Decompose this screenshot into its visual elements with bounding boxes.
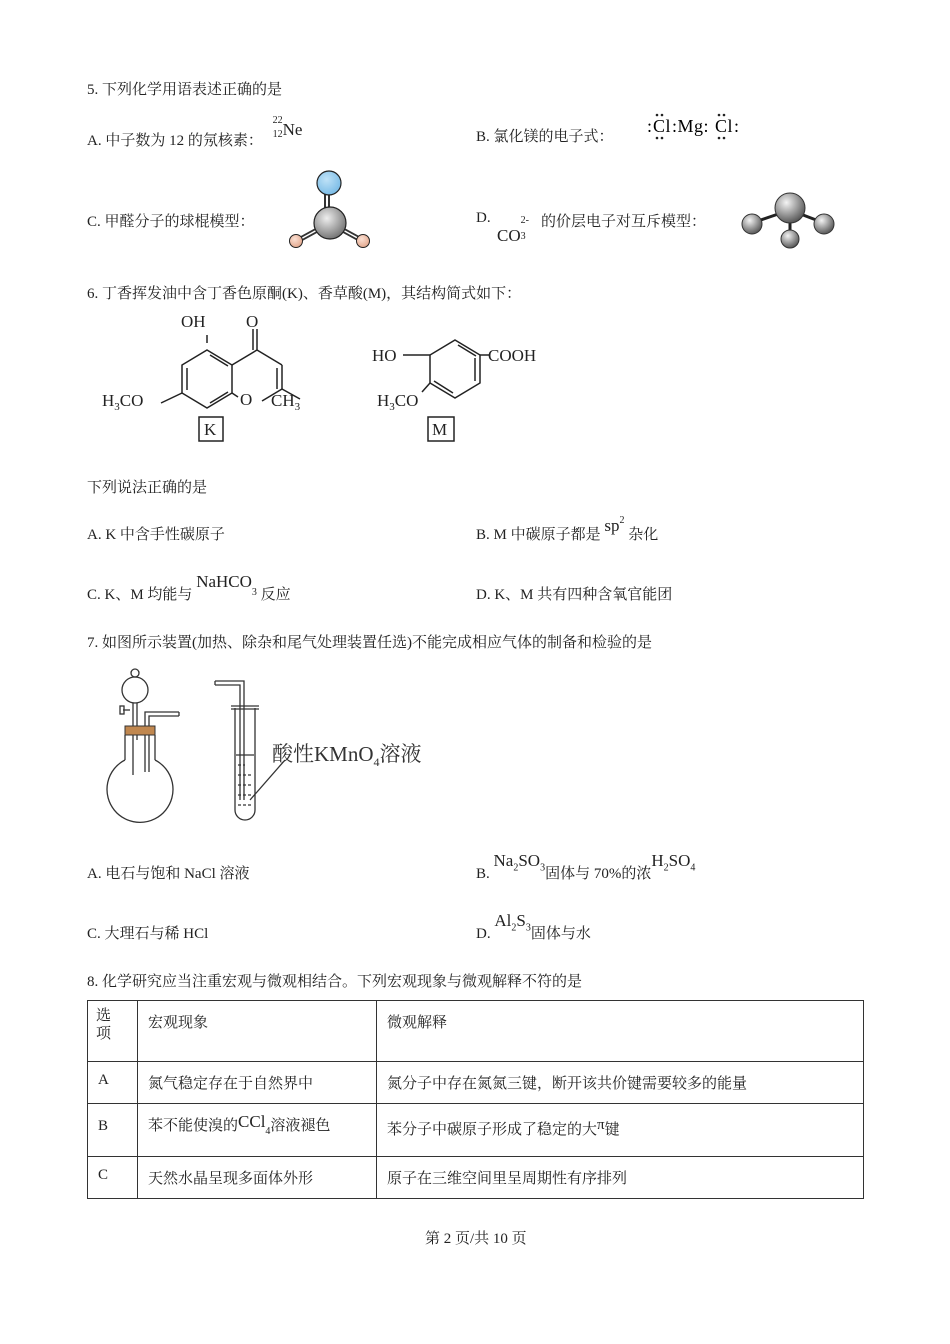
q5-option-d-text: 的价层电子对互斥模型：	[541, 214, 707, 230]
q6-option-a: A. K 中含手性碳原子	[87, 527, 225, 543]
q5-stem: 5. 下列化学用语表述正确的是	[87, 82, 283, 98]
table-row: C 天然水晶呈现多面体外形 原子在三维空间里呈周期性有序排列	[88, 1157, 864, 1199]
q7-option-a: A. 电石与饱和 NaCl 溶液	[87, 866, 250, 882]
structure-m-icon	[370, 330, 560, 445]
q7-option-b: B. $Na_2SO_3$固体与 70%的浓$H_2SO_4$	[476, 851, 696, 882]
svg-text:O: O	[240, 390, 253, 409]
table-row: B 苯不能使溴的CCl$_4$溶液褪色 苯分子中碳原子形成了稳定的大π键	[88, 1104, 864, 1157]
q7-stem: 7. 如图所示装置(加热、除杂和尾气处理装置任选)不能完成相应气体的制备和检验的是	[87, 635, 652, 651]
q7-option-c: C. 大理石与稀 HCl	[87, 926, 209, 942]
vsepr-model-icon	[738, 188, 838, 250]
svg-text:K: K	[204, 420, 217, 439]
kmno4-label: 酸性KMnO$_4$溶液	[272, 742, 422, 770]
q7-option-d: D. $Al_2S_3$固体与水	[476, 911, 591, 942]
nuclide-numbers: 22 12	[272, 115, 283, 140]
formaldehyde-ball-stick-icon	[285, 165, 375, 255]
svg-text:Cl: Cl	[715, 116, 734, 136]
svg-text:CH3: $CH_3$	[271, 391, 301, 413]
q5-option-a	[87, 115, 303, 151]
q6-option-b: B. M 中碳原子都是 $sp^2$ 杂化	[476, 515, 659, 543]
svg-text:HO: HO	[372, 346, 397, 365]
structure-k-icon	[95, 305, 325, 445]
q8-stem: 8. 化学研究应当注重宏观与微观相结合。下列宏观现象与微观解释不符的是	[87, 974, 583, 990]
nuclide-symbol: Ne	[282, 120, 303, 139]
svg-text:Cl: Cl	[653, 116, 672, 136]
svg-text::: :	[647, 116, 653, 136]
page-number: 第 2 页/共 10 页	[425, 1231, 527, 1247]
table-row: A 氮气稳定存在于自然界中 氮分子中存在氮氮三键，断开该共价键需要较多的能量	[88, 1062, 864, 1104]
svg-text:H3CO: $H_3CO$	[102, 391, 144, 413]
svg-text::Mg:: :Mg:	[672, 116, 710, 136]
electron-formula	[645, 110, 755, 149]
table-header-row	[88, 1001, 864, 1062]
svg-text:H3CO: $H_3CO$	[377, 391, 419, 413]
header-option: 选项	[88, 1001, 138, 1062]
q5-option-b-label: B. 氯化镁的电子式：	[476, 129, 614, 145]
svg-text:COOH: COOH	[488, 346, 537, 365]
q6-stem: 6. 丁香挥发油中含丁香色原酮(K)、香草酸(M)，其结构简式如下：	[87, 286, 522, 302]
q6-option-d: D. K、M 共有四种含氧官能团	[476, 587, 673, 603]
header-micro: 微观解释	[377, 1001, 864, 1062]
q6-option-c: C. K、M 均能与 NaHCO$_3$ 反应	[87, 572, 291, 603]
q5-option-c-label: C. 甲醛分子的球棍模型：	[87, 214, 255, 230]
carbonate-ion: CO 2- 3	[497, 215, 529, 245]
svg-text:O: O	[246, 312, 259, 331]
q5-option-a-label: A. 中子数为 12 的氖核素：	[87, 133, 263, 149]
header-macro: 宏观现象	[138, 1001, 377, 1062]
q8-table	[87, 1000, 864, 1199]
q5-option-d-label: D.	[476, 210, 491, 226]
svg-text::: :	[734, 116, 740, 136]
svg-text:M: M	[432, 420, 448, 439]
svg-text:OH: OH	[181, 312, 206, 331]
mgcl2-electron-dot-icon	[645, 110, 755, 144]
q6-prompt: 下列说法正确的是	[87, 480, 208, 496]
